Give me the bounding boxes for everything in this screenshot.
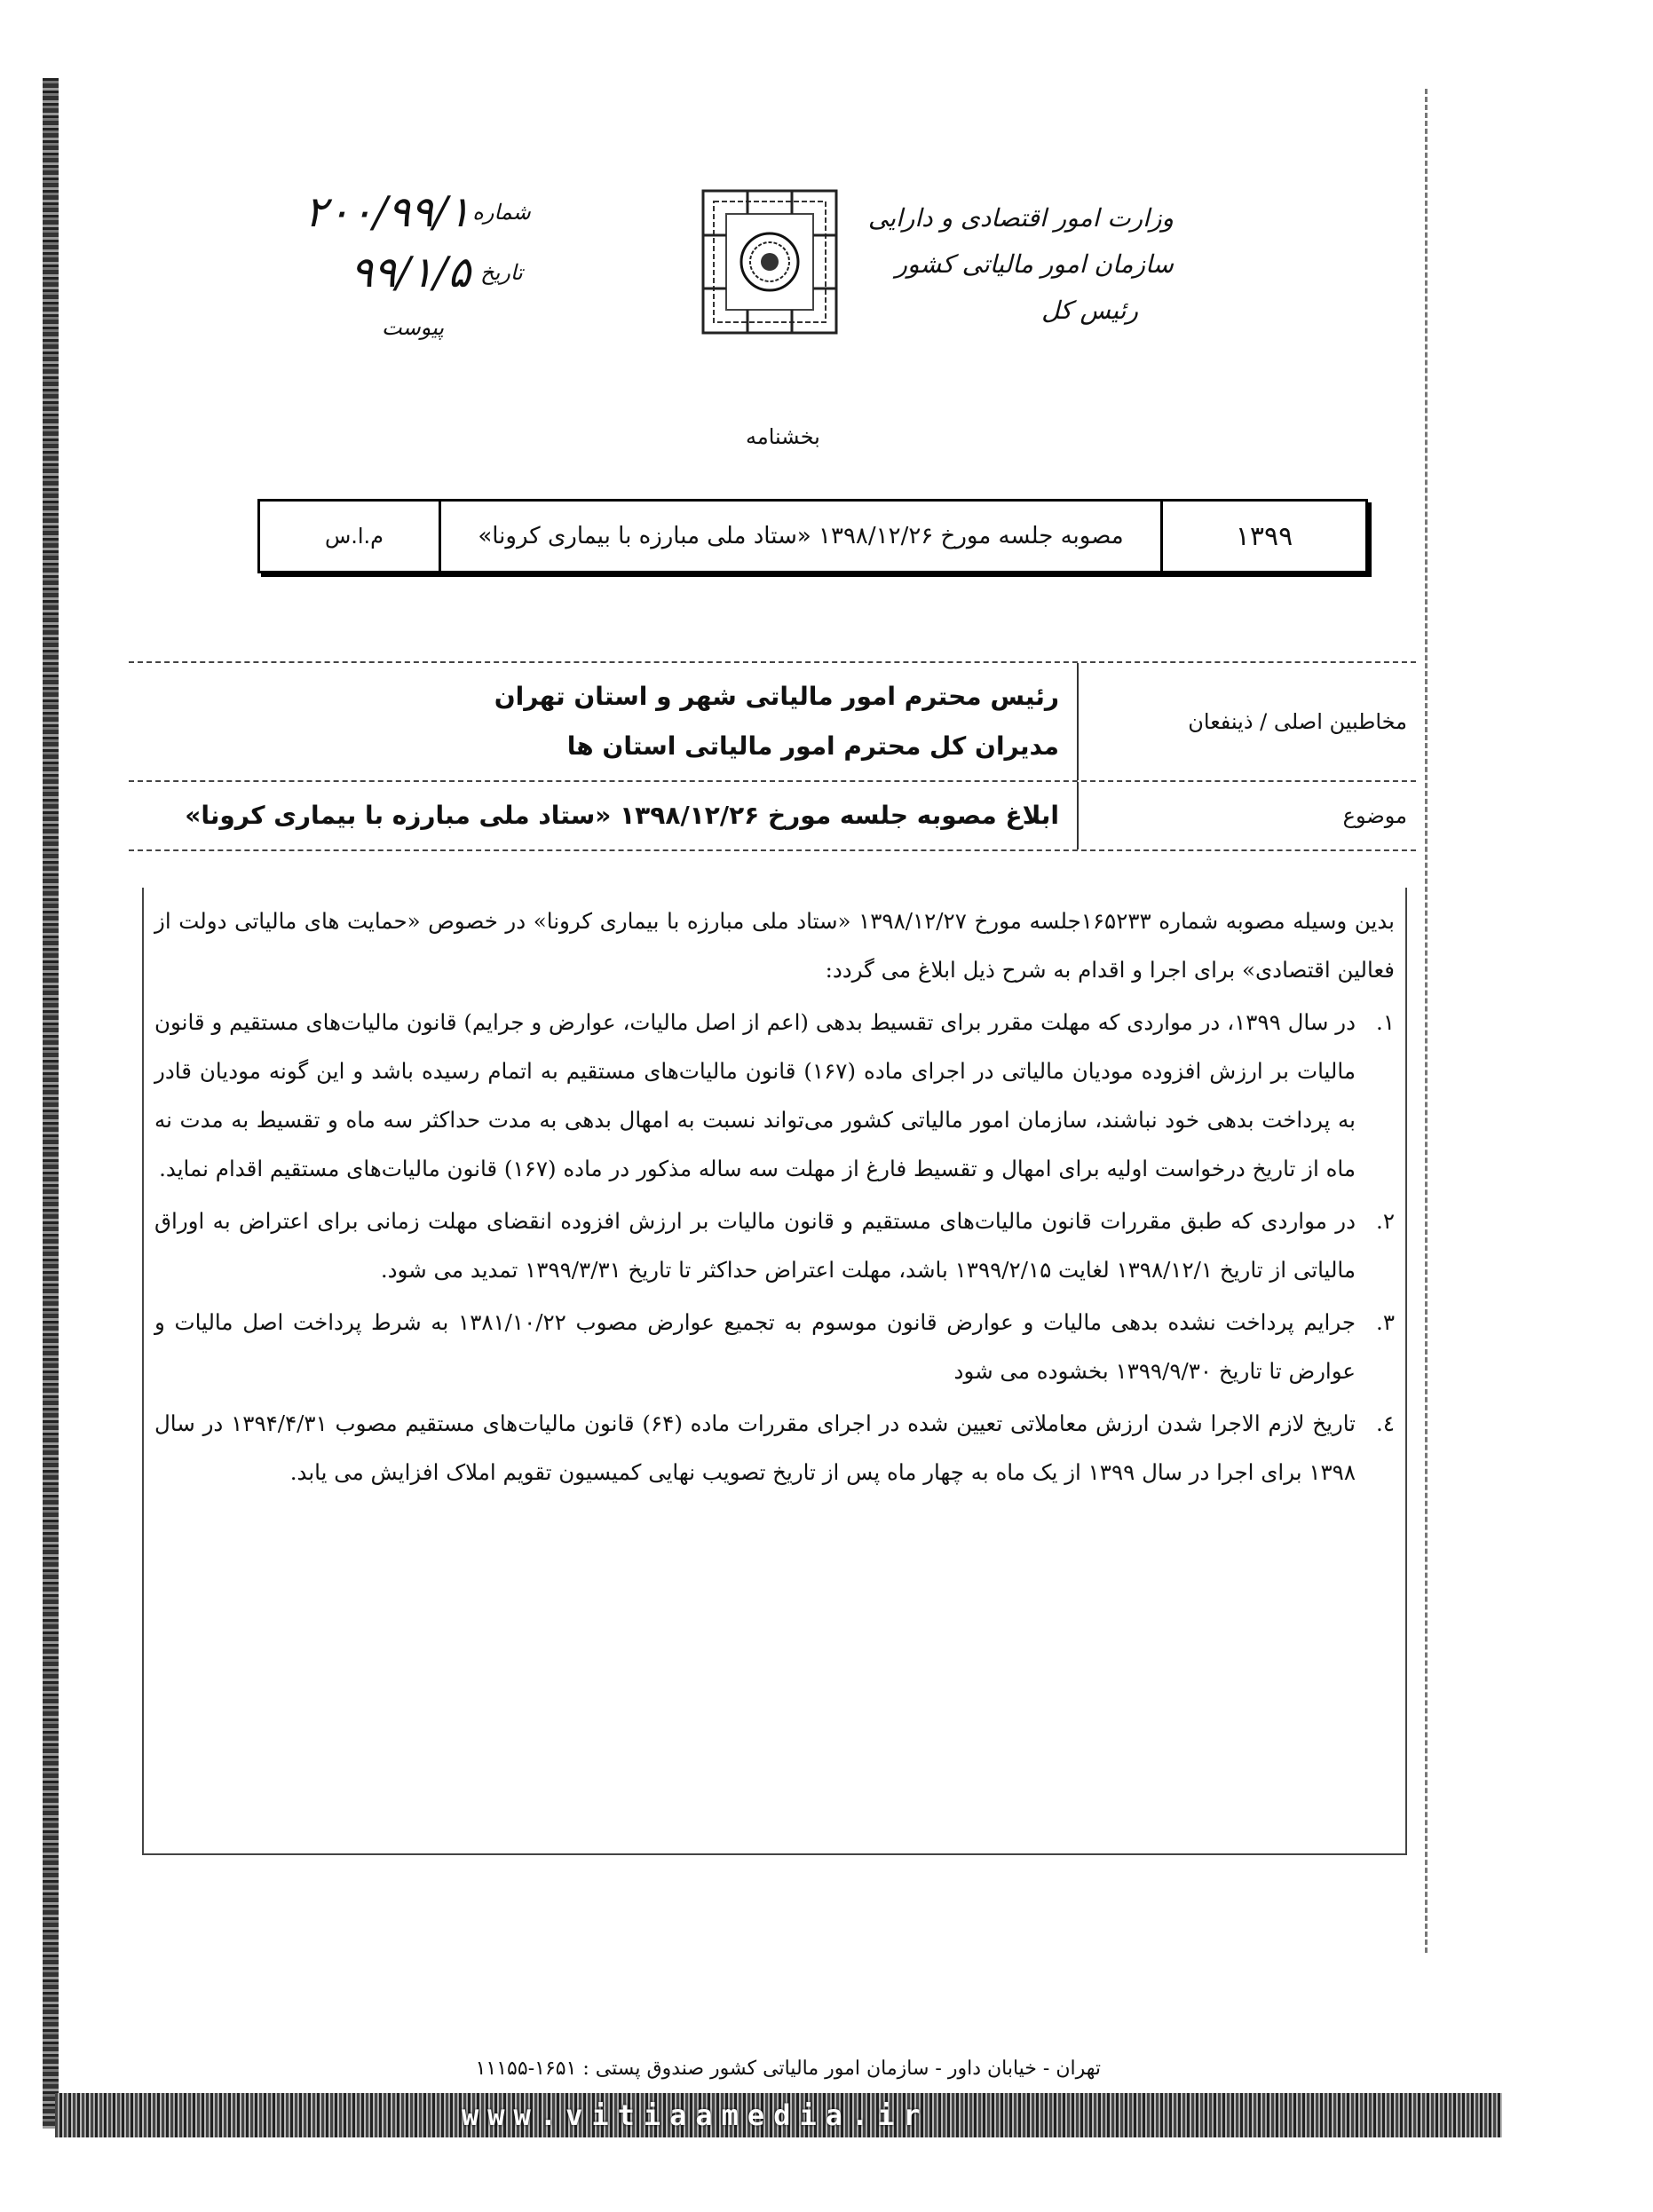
ministry-header (836, 195, 1174, 334)
ministry-line-3: رئیس کل (1041, 296, 1138, 325)
item-number: ۳. (1376, 1309, 1395, 1335)
item-text: تاریخ لازم الاجرا شدن ارزش معاملاتی تعیین شده در اجرای مقررات ماده (۶۴) قانون مالیات‌های مستقیم مصوب ۱۳۹۴/۴/۳۱ در سال ۱۳۹۸ برای اجرا در سال ۱۳۹۹ از یک ماه به چهار ماه پس از تاریخ تصویب نهایی کمیسیون تقویم املاک افزایش می یابد. (154, 1410, 1356, 1485)
ministry-line-1: وزارت امور اقتصادی و دارایی (867, 203, 1174, 233)
scan-edge-left (43, 78, 59, 2129)
list-item (154, 1399, 1395, 1497)
title-subject: مصوبه جلسه مورخ ۱۳۹۸/۱۲/۲۶ «ستاد ملی مبارزه با بیماری کرونا» (439, 502, 1160, 571)
date-label: تاریخ (480, 260, 523, 285)
date-row (178, 242, 533, 303)
recipients-row (129, 661, 1416, 780)
footer-address: تهران - خیابان داور - سازمان امور مالیاتی کشور صندوق پستی : ۱۶۵۱-۱۱۱۵۵ (475, 2058, 1101, 2080)
recipients-label: مخاطبین اصلی / ذینفعان (1077, 663, 1416, 780)
document-type: بخشنامه (746, 424, 820, 449)
list-item (154, 1298, 1395, 1395)
number-label: شماره (472, 200, 531, 225)
subject-label: موضوع (1077, 782, 1416, 849)
document-body (142, 888, 1407, 1855)
item-number: ۱. (1376, 1009, 1395, 1035)
date-value: ۹۹/۱/۵ (350, 248, 471, 297)
title-bar (257, 499, 1368, 573)
title-year: ۱۳۹۹ (1160, 502, 1365, 571)
body-intro: بدین وسیله مصوبه شماره ۱۶۵۲۳۳جلسه مورخ ۱۳۹۸/۱۲/۲۷ «ستاد ملی مبارزه با بیماری کرونا» در خصوص «حمایت های مالیاتی دولت از فعالین اقتصادی» برای اجرا و اقدام به شرح ذیل ابلاغ می گردد: (154, 908, 1395, 983)
emblem-logo (694, 182, 845, 342)
attachment-label: پیوست (382, 315, 444, 340)
item-text: در سال ۱۳۹۹، در مواردی که مهلت مقرر برای تقسیط بدهی (اعم از اصل مالیات، عوارض و جرایم) قانون مالیات‌های مستقیم و قانون مالیات بر ارزش افزوده مودیان مالیاتی در اجرای ماده (۱۶۷) قانون مالیات‌های مستقیم به اتمام رسیده باشد و این گونه مودیان قادر به پرداخت بدهی خود نباشند، سازمان امور مالیاتی کشور می‌تواند نسبت به امهال بدهی به مدت حداکثر سه ماه و تقسیط به مدت نه ماه از تاریخ درخواست اولیه برای امهال و تقسیط فارغ از مهلت سه ساله مذکور در ماده (۱۶۷) قانون مالیات‌های مستقیم اقدام نماید. (154, 1009, 1356, 1181)
scan-edge-right (1425, 89, 1429, 1953)
subject-line: ابلاغ مصوبه جلسه مورخ ۱۳۹۸/۱۲/۲۶ «ستاد ملی مبارزه با بیماری کرونا» (185, 801, 1059, 830)
recipients-table (129, 661, 1416, 851)
subject-text (129, 782, 1077, 849)
list-item (154, 1197, 1395, 1294)
item-text: در مواردی که طبق مقررات قانون مالیات‌های مستقیم و قانون مالیات بر ارزش افزوده انقضای مهلت زمانی برای اعتراض به اوراق مالیاتی از تاریخ ۱۳۹۸/۱۲/۱ لغایت ۱۳۹۹/۲/۱۵ باشد، مهلت اعتراض حداکثر تا تاریخ ۱۳۹۹/۳/۳۱ تمدید می شود. (154, 1208, 1356, 1283)
item-number: ۲. (1376, 1208, 1395, 1234)
number-row (178, 182, 533, 242)
scan-watermark: www.vitiaamedia.ir (462, 2098, 929, 2132)
list-item (154, 998, 1395, 1193)
reference-block (178, 182, 533, 340)
subject-row (129, 780, 1416, 851)
recipients-content (129, 663, 1077, 780)
number-value: ۲۰۰/۹۹/۱ (304, 187, 471, 237)
ministry-line-2: سازمان امور مالیاتی کشور (895, 249, 1174, 279)
item-number: ٤. (1376, 1410, 1395, 1436)
recipient-line-1: رئیس محترم امور مالیاتی شهر و استان تهران (494, 682, 1059, 711)
title-code: م.ا.س (324, 524, 384, 549)
recipient-line-2: مدیران کل محترم امور مالیاتی استان ها (566, 731, 1059, 761)
item-text: جرایم پرداخت نشده بدهی مالیات و عوارض قانون موسوم به تجمیع عوارض مصوب ۱۳۸۱/۱۰/۲۲ به شرط پرداخت اصل مالیات و عوارض تا تاریخ ۱۳۹۹/۹/۳۰ بخشوده می شود (154, 1309, 1356, 1384)
